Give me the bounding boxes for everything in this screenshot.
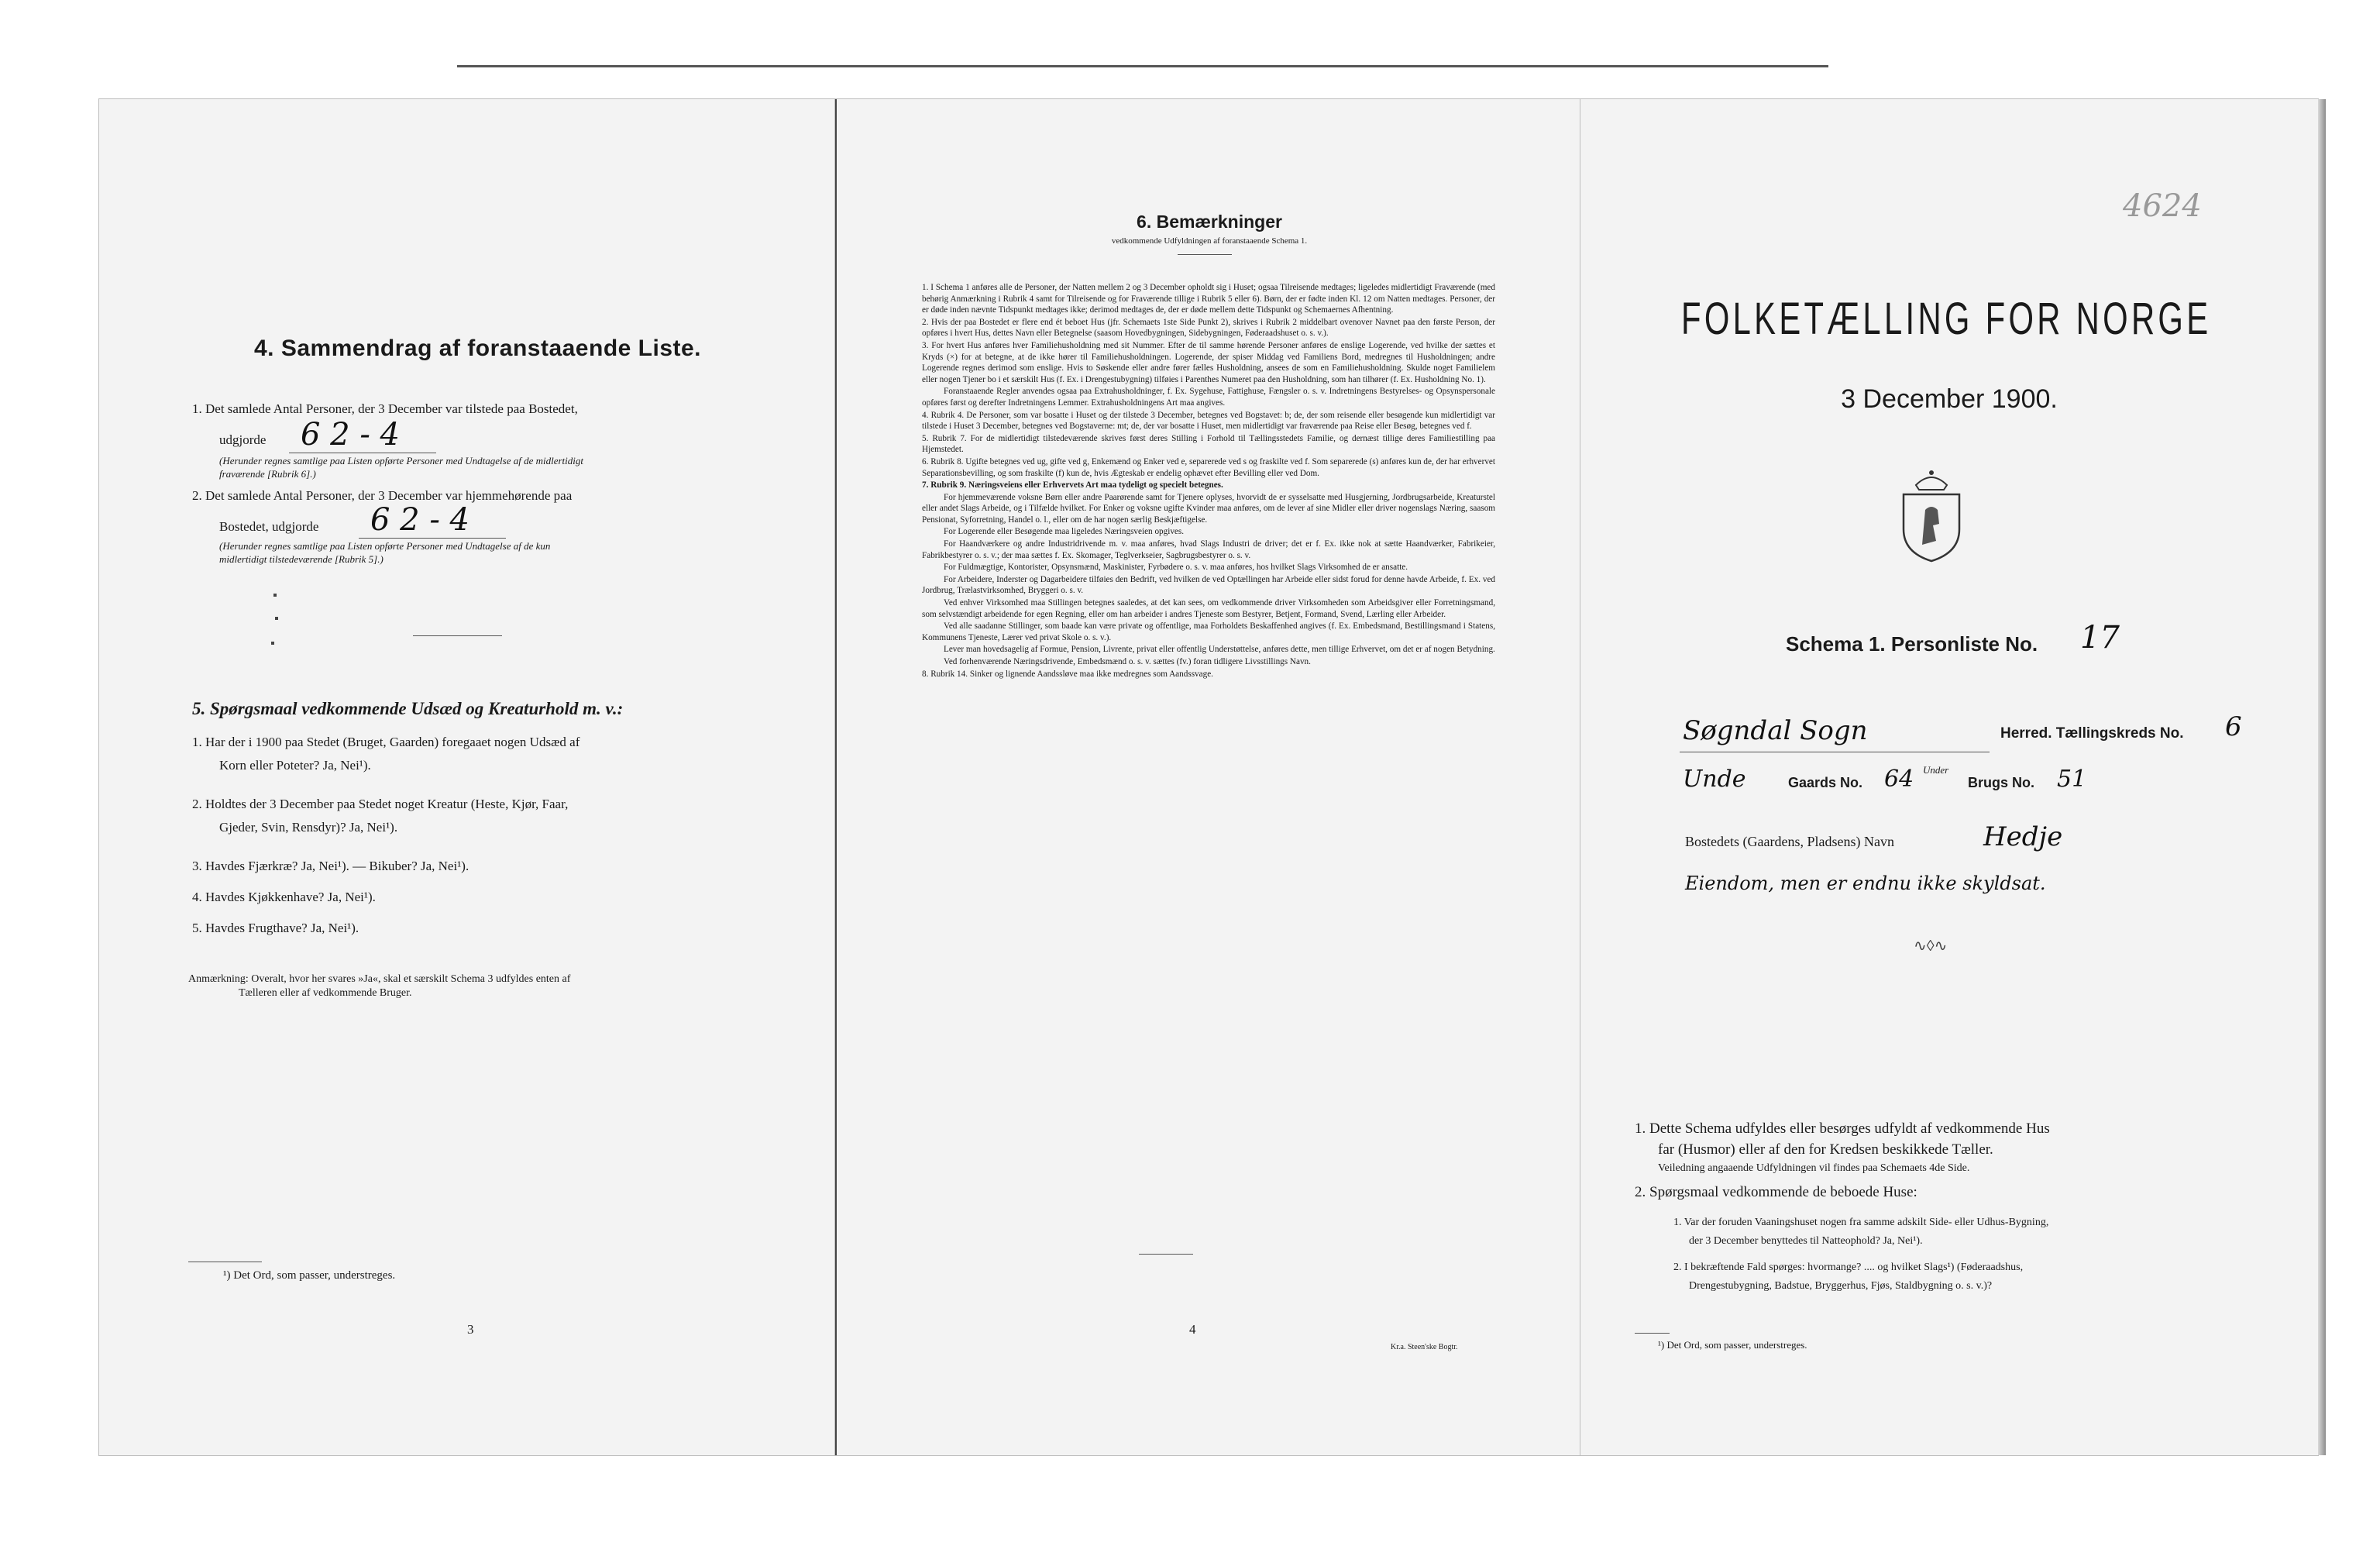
remark-paragraph: For Fuldmægtige, Kontorister, Opsynsmænd, Maskinister, Fyrbødere o. s. v. maa anføres, hos hvilket Slags Virksomhed de er ansatte.: [944, 563, 1408, 573]
s5-q2-line-2: Gjeder, Svin, Rensdyr)? Ja, Nei¹).: [219, 820, 398, 835]
q2-line: 2. Det samlede Antal Personer, der 3 December var hjemmehørende paa: [192, 488, 573, 503]
instruction-1-line-2: far (Husmor) eller af den for Kredsen beskikkede Tæller.: [1658, 1141, 1993, 1158]
remark-paragraph: Foranstaaende Regler anvendes ogsaa paa Extrahusholdninger, f. Ex. Sygehuse, Fattighuse, Fængsler o. s. v. Indretningens Bestyrelses- og Opsynspersonale opføres først og derefter Indretningens Lemmer. Extrahusholdningens Art maa angives.: [922, 387, 1495, 408]
page-number-3: 3: [467, 1322, 474, 1337]
instruction-1-note: Veiledning angaaende Udfyldningen vil findes paa Schemaets 4de Side.: [1658, 1162, 1970, 1174]
remark-paragraph: 3. For hvert Hus anføres hver Familiehusholdning med sit Nummer. Efter de til samme hørende Personer anføres de enslige Logerende, ved hvilke der sættes et Kryds (×) for at betegne, at de ikke hører til Familiehusholdningen. Logerende, der spiser Middag ved Familiens Bord, medregnes til Husholdningen; andre Logerende regnes derimod som enslige. Hvis to Søskende eller andre fører fælles Husholdning, ansees de som en Familiehusholdning. Skulde noget Familielem eller nogen Tjener bo i et særskilt Hus (f. Ex. i Drengestubygning) tilføies i Parenthes Numeret paa den Husholdning, som han tilhører (f. Ex. Husholdning No. 1).: [922, 340, 1495, 384]
remark-paragraph: Lever man hovedsagelig af Formue, Pension, Livrente, privat eller offentlig Understøttelse, anføres dette, men tillige Erhvervet, om det er af nogen Betydning.: [944, 645, 1495, 655]
instruction-2-1-line-1: 1. Var der foruden Vaaningshuset nogen fra samme adskilt Side- eller Udhus-Bygning,: [1673, 1217, 2049, 1228]
remark-paragraph: 8. Rubrik 14. Sinker og lignende Aandssløve maa ikke medregnes som Aandssvage.: [922, 669, 1213, 679]
q1-note-1: (Herunder regnes samtlige paa Listen opførte Personer med Undtagelse af de midlertidigt: [219, 455, 583, 466]
remark-line-1: Anmærkning: Overalt, hvor her svares »Ja«, skal et særskilt Schema 3 udfyldes enten af: [188, 973, 571, 985]
remark-paragraph: 6. Rubrik 8. Ugifte betegnes ved ug, gifte ved g, Enkemænd og Enker ved e, separerede ved s og fraskilte ved f. Som separerede (s) anføres kun de, der har erhvervet Separationsbevilling, og som fraskilte (f) kun de, hvis Ægteskab er endelig ophævet efter Bevilling eller ved Dom.: [922, 456, 1495, 478]
remark-paragraph: For Haandværkere og andre Industridrivende m. v. maa anføres, hvad Slags Industri de driver; det er f. Ex. ikke nok at sætte Haandværker, Fabrikeier, Fabrikbestyrer o. s. v.; der maa sættes f. Ex. Skomager, Teglverkseier, Sagbrugsbestyrer o. s. v.: [922, 539, 1495, 560]
q1-note-2: fraværende [Rubrik 6].): [219, 468, 316, 480]
instruction-2-2-line-1: 2. I bekræftende Fald spørges: hvormange? .... og hvilket Slags¹) (Føderaadshus,: [1673, 1262, 2024, 1273]
remarks-body: [922, 282, 1495, 680]
printer-imprint: Kr.a. Steen'ske Bogtr.: [1391, 1343, 1458, 1351]
q1-handwritten-answer: 6 2 - 4: [301, 417, 401, 453]
s5-q1-line-1: 1. Har der i 1900 paa Stedet (Bruget, Gaarden) foregaaet nogen Udsæd af: [192, 735, 580, 749]
remark-paragraph: 7. Rubrik 9. Næringsveiens eller Erhvervets Art maa tydeligt og specielt betegnes.: [922, 480, 1223, 491]
page-4: [835, 99, 1584, 1455]
remark-paragraph: For Arbeidere, Inderster og Dagarbeidere tilføies den Bedrift, ved hvilken de ved Optællingen har Arbeide eller sidst forud for denne havde Arbeide, f. Ex. ved Jordbrug, Trælastvirksomhed, Bryggeri o. s. v.: [922, 574, 1495, 596]
mark-dot: [273, 594, 277, 597]
instruction-2-1-line-2: der 3 December benyttedes til Natteophold? Ja, Nei¹).: [1689, 1235, 1923, 1247]
archive-number: 4624: [2123, 188, 2202, 224]
remark-paragraph: 1. I Schema 1 anføres alle de Personer, der Natten mellem 2 og 3 December opholdt sig i Huset; ogsaa Tilreisende medtages; ligeledes midlertidigt Fraværende (med behørig Anmærkning i Rubrik 4 samt for Tilreisende og for Fraværende tillige i Rubrik 5 eller 6). Børn, der er fødte inden Kl. 12 om Natten medtages. Personer, der er døde inden nævnte Tidspunkt medtages ikke; derimod medtages de, der er døde mellem dette Tidspunkt og Schemaernes Afhentning.: [922, 283, 1495, 315]
bosted-note: Eiendom, men er endnu ikke skyldsat.: [1685, 873, 2046, 894]
gaards-number: 64: [1884, 766, 1914, 793]
s5-q1-line-2: Korn eller Poteter? Ja, Nei¹).: [219, 758, 371, 773]
gaards-superscript: Under: [1923, 764, 1949, 776]
divider: [1178, 254, 1232, 255]
kreds-number: 6: [2225, 711, 2242, 742]
gaards-handwritten: Unde: [1683, 766, 1746, 793]
q1-label: udgjorde: [219, 432, 267, 447]
page-3: [99, 99, 835, 1455]
top-edge-line: [457, 65, 1828, 67]
instruction-1-line-1: 1. Dette Schema udfyldes eller besørges udfyldt af vedkommende Hus: [1635, 1120, 2050, 1137]
instruction-2-2-line-2: Drengestubygning, Badstue, Bryggerhus, Fjøs, Staldbygning o. s. v.)?: [1689, 1280, 1993, 1292]
herred-handwritten: Søgndal Sogn: [1683, 715, 1868, 746]
s5-q4: 4. Havdes Kjøkkenhave? Ja, Nei¹).: [192, 890, 376, 904]
section-6-subheading: vedkommende Udfyldningen af foranstaaende Schema 1.: [1111, 236, 1308, 246]
section-6-heading: 6. Bemærkninger: [1137, 212, 1282, 232]
page-1: [1580, 99, 2318, 1455]
remark-paragraph: 5. Rubrik 7. For de midlertidigt tilstedeværende skrives først deres Stilling i Forhold til Tællingsstedets Familie, og dernæst tillige deres Familiestilling paa Hjemstedet.: [922, 433, 1495, 455]
remark-paragraph: For hjemmeværende voksne Børn eller andre Paarørende samt for Tjenere oplyses, hvorvidt de er sysselsatte med Husgjerning, Jordbrugsarbeide, Kreaturstel eller andet Slags Arbeide, og i Tilfælde hvilket. For Enker og voksne ugifte Kvinder maa anføres, om de lever af sine Midler eller driver nogenslags Næring, saasom Pensionat, Syforretning, Handel o. l., eller om de har nogen særlig Beskjæftigelse.: [922, 492, 1495, 525]
coat-of-arms-icon: [1893, 463, 1970, 564]
ornament-icon: ∿◊∿: [1914, 938, 1948, 955]
q1-line: 1. Det samlede Antal Personer, der 3 December var tilstede paa Bostedet,: [192, 401, 578, 416]
divider: [1139, 1254, 1193, 1255]
schema-label: Schema 1. Personliste No.: [1786, 632, 2038, 656]
remark-paragraph: Ved alle saadanne Stillinger, som baade kan være private og offentlige, maa Forholdets Beskaffenhed angives (f. Ex. Embedsmand, Bestillingsmand i Statens, Kommunens Tjeneste, Lærer ved privat Skole o. s. v.).: [922, 621, 1495, 642]
page-edge: [2318, 99, 2326, 1455]
s5-q5: 5. Havdes Frugthave? Ja, Nei¹).: [192, 921, 359, 935]
remark-paragraph: Ved enhver Virksomhed maa Stillingen betegnes saaledes, at det kan sees, om vedkommende driver Virksomheden som Arbeidsgiver eller Forretningsmand, som selvstændigt arbeidende for egen Regning, eller om han arbeider i andres Tjeneste som Bestyrer, Betjent, Formand, Svend, Lærling eller Arbeider.: [922, 598, 1495, 619]
q2-answer-line: [359, 538, 506, 539]
census-title: FOLKETÆLLING FOR NORGE: [1681, 294, 2212, 344]
q2-label: Bostedet, udgjorde: [219, 519, 319, 534]
herred-label: Herred. Tællingskreds No.: [2000, 725, 2184, 742]
remark-paragraph: 2. Hvis der paa Bostedet er flere end ét beboet Hus (jfr. Schemaets 1ste Side Punkt 2), skrives i Rubrik 2 middelbart ovenover Navnet paa den første Person, der opføres i hvert Hus, dettes Navn eller Betegnelse (saasom Hovedbygningen, Sidebygningen, Føderaadshuset o. s. v.).: [922, 317, 1495, 339]
instruction-2: 2. Spørgsmaal vedkommende de beboede Huse:: [1635, 1184, 1917, 1200]
remark-paragraph: For Logerende eller Besøgende maa ligeledes Næringsveien opgives.: [944, 527, 1185, 537]
brugs-label: Brugs No.: [1968, 775, 2035, 790]
footnote: ¹) Det Ord, som passer, understreges.: [1658, 1339, 1807, 1351]
q2-handwritten-answer: 6 2 - 4: [370, 502, 470, 538]
remark-paragraph: Ved forhenværende Næringsdrivende, Embedsmænd o. s. v. sættes (fv.) foran tidligere Livsstillings Navn.: [944, 657, 1311, 666]
census-date: 3 December 1900.: [1841, 384, 2058, 414]
personliste-number: 17: [2080, 620, 2120, 656]
page-number-4: 4: [1189, 1322, 1196, 1337]
s5-q2-line-1: 2. Holdtes der 3 December paa Stedet noget Kreatur (Heste, Kjør, Faar,: [192, 797, 569, 811]
bosted-label: Bostedets (Gaardens, Pladsens) Navn: [1685, 834, 1894, 849]
footnote: ¹) Det Ord, som passer, understreges.: [223, 1269, 396, 1282]
section-5-heading: 5. Spørgsmaal vedkommende Udsæd og Kreaturhold m. v.:: [192, 699, 624, 718]
mark-dot: [275, 617, 278, 620]
mark-dot: [271, 642, 274, 645]
remark-line-2: Tælleren eller af vedkommende Bruger.: [239, 987, 412, 999]
divider: [413, 635, 502, 636]
section-4-heading: 4. Sammendrag af foranstaaende Liste.: [254, 336, 702, 361]
footnote-rule: [1635, 1333, 1670, 1334]
gaards-label: Gaards No.: [1788, 775, 1863, 790]
brugs-number: 51: [2057, 766, 2087, 793]
s5-q3: 3. Havdes Fjærkræ? Ja, Nei¹). — Bikuber? Ja, Nei¹).: [192, 859, 469, 873]
remark-paragraph: 4. Rubrik 4. De Personer, som var bosatte i Huset og der tilstede 3 December, betegnes ved Bogstavet: b; de, der som reisende eller besøgende kun midlertidigt var tilstede i Huset 3 December, betegnes ved Bogstaverne: mt; de, der var bosatte i Huset, men midlertidigt var fraværende paa Reise eller Besøg, betegnes ved f.: [922, 410, 1495, 432]
q2-note-1: (Herunder regnes samtlige paa Listen opførte Personer med Undtagelse af de kun: [219, 540, 551, 552]
q2-note-2: midlertidigt tilstedeværende [Rubrik 5].): [219, 553, 383, 565]
bosted-name: Hedje: [1983, 821, 2063, 852]
